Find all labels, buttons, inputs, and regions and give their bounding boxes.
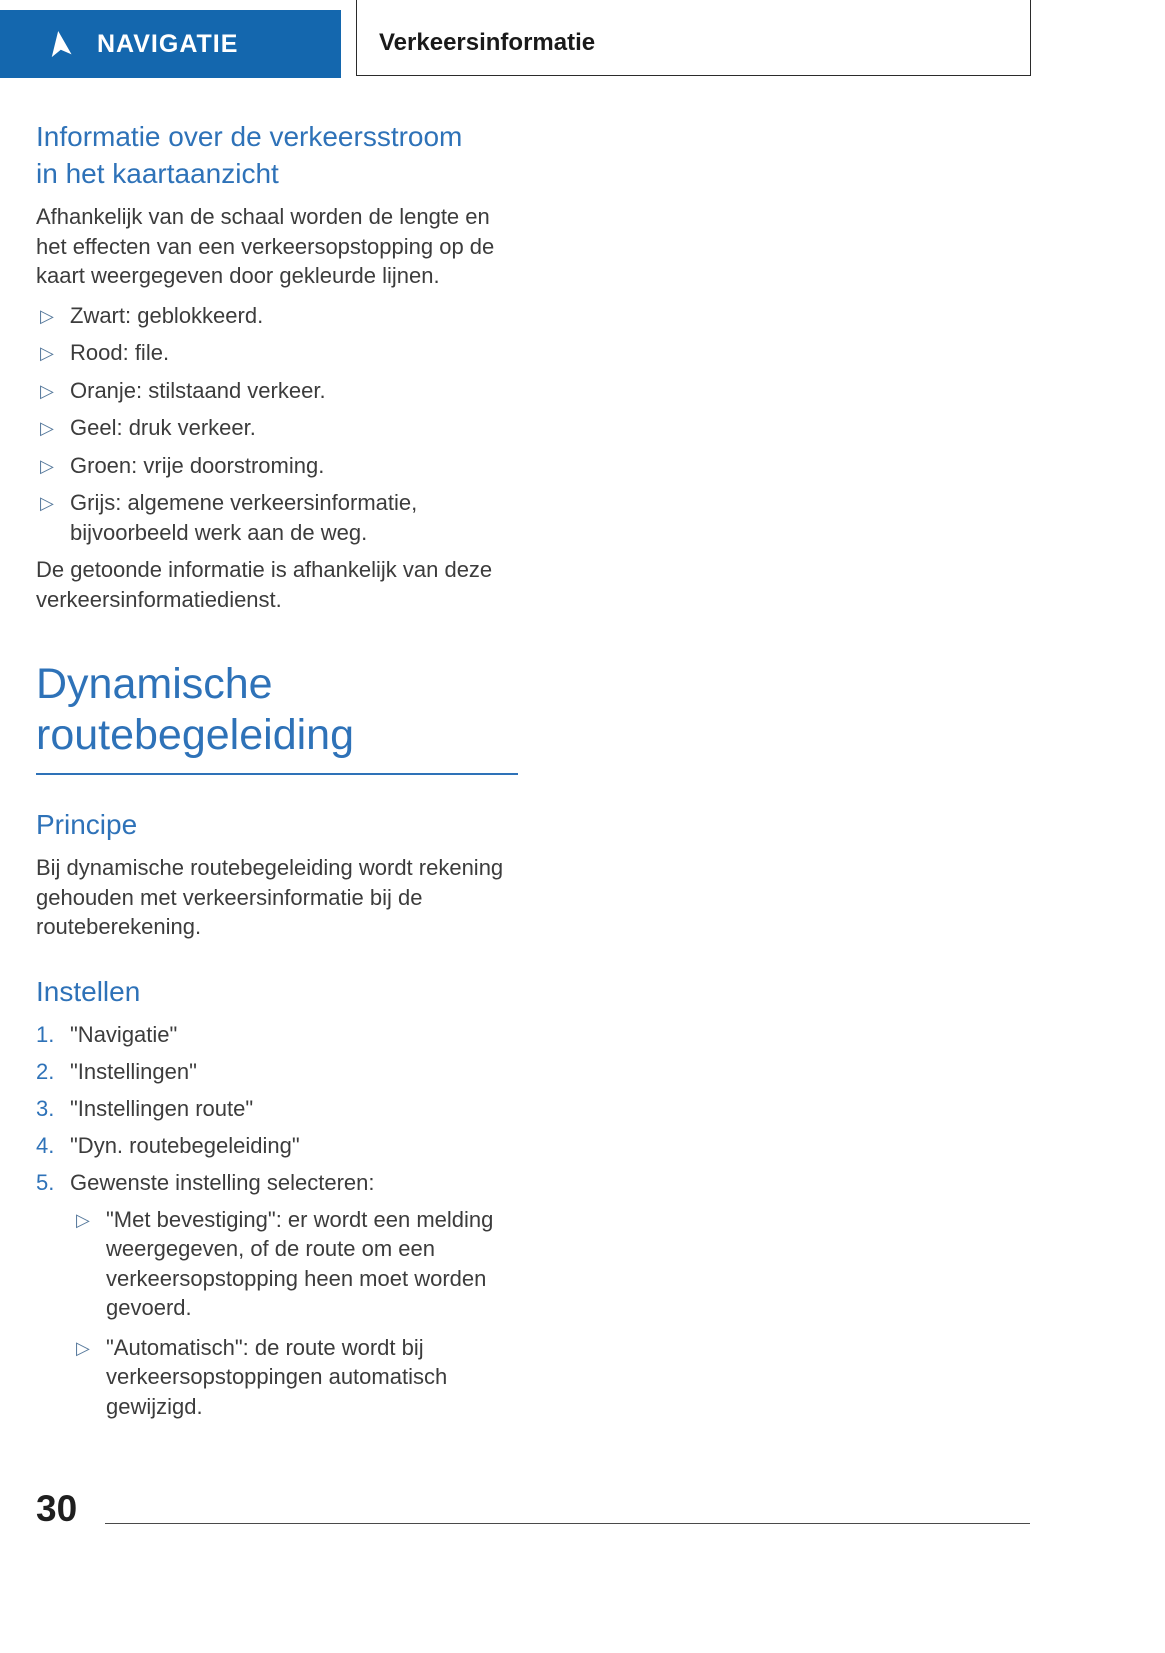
step-number: 3. bbox=[36, 1095, 55, 1121]
list-item-text: Zwart: geblokkeerd. bbox=[70, 302, 264, 328]
step-label: "Dyn. routebegeleiding" bbox=[70, 1132, 300, 1158]
triangle-bullet-icon: ▷ bbox=[76, 1209, 90, 1230]
triangle-bullet-icon: ▷ bbox=[40, 418, 54, 438]
list-item-text: Grijs: algemene verkeersinformatie, bijvoorbeeld werk aan de weg. bbox=[70, 490, 418, 545]
step-label: "Instellingen route" bbox=[70, 1095, 254, 1121]
step-item bbox=[36, 1168, 518, 1197]
chapter-badge-label: NAVIGATIE bbox=[97, 29, 239, 58]
step-number: 4. bbox=[36, 1132, 55, 1158]
step-number: 1. bbox=[36, 1021, 55, 1047]
list-item bbox=[36, 451, 518, 481]
list-item bbox=[36, 413, 518, 443]
list-item-text: Rood: file. bbox=[70, 340, 170, 365]
option-item bbox=[72, 1205, 518, 1323]
page-footer bbox=[36, 1490, 1030, 1527]
list-item bbox=[36, 338, 518, 368]
list-item-text: Geel: druk verkeer. bbox=[70, 415, 256, 440]
option-text: "Met bevestiging": er wordt een melding weergegeven, of de route om een verkeersopstopping heen moet worden gevoerd. bbox=[106, 1206, 494, 1320]
step-number: 5. bbox=[36, 1169, 55, 1195]
triangle-bullet-icon: ▷ bbox=[76, 1337, 90, 1358]
step-item bbox=[36, 1131, 518, 1160]
list-item-text: Groen: vrije doorstroming. bbox=[70, 452, 325, 478]
content-column bbox=[36, 118, 518, 1431]
triangle-bullet-icon: ▷ bbox=[40, 455, 54, 476]
list-item bbox=[36, 301, 518, 331]
triangle-bullet-icon: ▷ bbox=[40, 343, 54, 363]
section-tab bbox=[356, 0, 1031, 76]
list-item bbox=[36, 376, 518, 406]
traffic-color-list bbox=[36, 301, 518, 548]
page-number: 30 bbox=[36, 1488, 78, 1529]
step-label: Gewenste instelling selecteren: bbox=[70, 1169, 375, 1195]
chapter-heading-dynamic-routing: Dynamische routebegeleiding bbox=[36, 660, 354, 759]
paragraph-principle-body: Bij dynamische routebegeleiding wordt rekening gehouden met verkeersinformatie bij de routeberekening. bbox=[36, 855, 504, 939]
step-item bbox=[36, 1057, 518, 1086]
option-item bbox=[72, 1333, 518, 1422]
option-text: "Automatisch": de route wordt bij verkeersopstoppingen automatisch gewijzigd. bbox=[106, 1334, 448, 1419]
section-heading-line1: Informatie over de verkeersstroom bbox=[36, 121, 463, 152]
triangle-bullet-icon: ▷ bbox=[40, 380, 54, 401]
triangle-bullet-icon: ▷ bbox=[40, 493, 54, 513]
section-heading-line2: in het kaartaanzicht bbox=[36, 158, 279, 189]
navigation-arrow-icon bbox=[43, 27, 77, 61]
heading-rule bbox=[36, 773, 518, 775]
step-label: "Instellingen" bbox=[70, 1058, 197, 1084]
paragraph-traffic-intro: Afhankelijk van de schaal worden de lengte en het effecten van een verkeersopstopping op de kaart weergegeven door gekleurde lijnen. bbox=[36, 204, 495, 288]
section-heading-traffic-flow bbox=[36, 118, 518, 192]
list-item bbox=[36, 488, 518, 547]
step-label: "Navigatie" bbox=[70, 1021, 178, 1047]
triangle-bullet-icon: ▷ bbox=[40, 305, 54, 326]
section-tab-title: Verkeersinformatie bbox=[379, 28, 596, 56]
chapter-badge bbox=[0, 10, 341, 78]
step-item bbox=[36, 1020, 518, 1049]
setup-steps-list bbox=[36, 1020, 518, 1197]
paragraph-traffic-outro: De getoonde informatie is afhankelijk van deze verkeersinformatiedienst. bbox=[36, 557, 493, 612]
footer-rule bbox=[105, 1523, 1030, 1524]
setting-options-list bbox=[72, 1205, 518, 1422]
list-item-text: Oranje: stilstaand verkeer. bbox=[70, 377, 326, 403]
step-number: 2. bbox=[36, 1058, 55, 1084]
step-item bbox=[36, 1094, 518, 1123]
subheading-principle: Principe bbox=[36, 809, 138, 840]
subheading-setup: Instellen bbox=[36, 975, 141, 1007]
